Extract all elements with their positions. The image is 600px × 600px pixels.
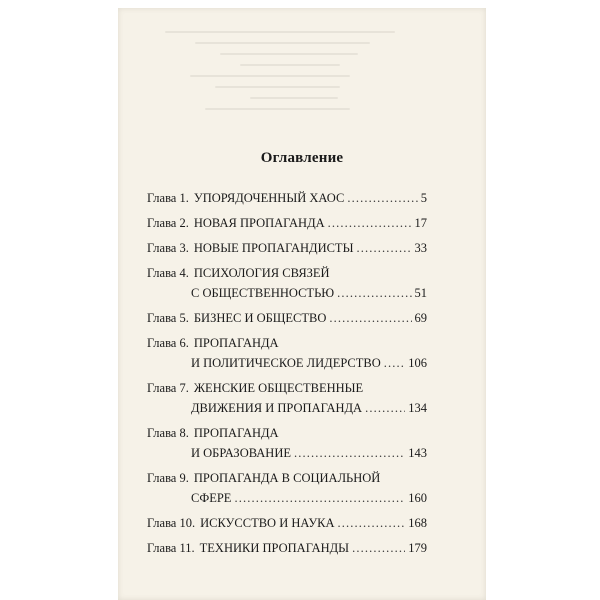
page-number: 160 [408,491,427,505]
chapter-title-continued: СФЕРЕ [191,491,232,505]
page-number: 106 [408,356,427,370]
dot-leader [234,488,405,508]
chapter-label: Глава 1. [147,191,189,205]
dot-leader [337,283,411,303]
chapter-title: ТЕХНИКИ ПРОПАГАНДЫ [199,541,350,555]
chapter-label: Глава 10. [147,516,196,530]
toc-entry-chapter-3 [147,238,427,258]
dot-leader [384,353,405,373]
page-number: 51 [414,286,427,300]
chapter-title: БИЗНЕС И ОБЩЕСТВО [193,311,327,325]
chapter-title-continued: И ПОЛИТИЧЕСКОЕ ЛИДЕРСТВО [191,356,381,370]
page-number: 5 [420,191,427,205]
chapter-title: ПСИХОЛОГИЯ СВЯЗЕЙ [193,266,330,280]
dot-leader [329,308,411,328]
chapter-label: Глава 8. [147,426,189,440]
page-number: 17 [414,216,427,230]
chapter-title: ИСКУССТВО И НАУКА [200,516,335,530]
chapter-label: Глава 7. [147,381,189,395]
chapter-title: НОВЫЕ ПРОПАГАНДИСТЫ [193,241,354,255]
dot-leader [347,188,417,208]
toc-entry-chapter-6 [147,333,427,373]
chapter-title-continued: ДВИЖЕНИЯ И ПРОПАГАНДА [191,401,363,415]
chapter-title: ПРОПАГАНДА В СОЦИАЛЬНОЙ [193,471,381,485]
toc-entry-chapter-11 [147,538,427,558]
page-number: 143 [408,446,427,460]
toc-entry-chapter-9 [147,468,427,508]
dot-leader [328,213,412,233]
dot-leader [352,538,405,558]
toc-title: Оглавление [260,150,344,166]
toc-entry-chapter-10 [147,513,427,533]
table-of-contents [147,188,427,563]
chapter-label: Глава 3. [147,241,189,255]
toc-entry-chapter-5 [147,308,427,328]
dot-leader [338,513,406,533]
toc-entry-chapter-4 [147,263,427,303]
chapter-label: Глава 5. [147,311,189,325]
chapter-title: ПРОПАГАНДА [193,336,279,350]
dot-leader [356,238,411,258]
dot-leader [365,398,405,418]
chapter-title: ЖЕНСКИЕ ОБЩЕСТВЕННЫЕ [193,381,364,395]
page-number: 69 [414,311,427,325]
toc-entry-chapter-2 [147,213,427,233]
chapter-title-continued: И ОБРАЗОВАНИЕ [191,446,291,460]
toc-entry-chapter-1 [147,188,427,208]
chapter-title: ПРОПАГАНДА [193,426,279,440]
dot-leader [294,443,405,463]
chapter-label: Глава 11. [147,541,195,555]
chapter-label: Глава 9. [147,471,189,485]
chapter-label: Глава 2. [147,216,189,230]
page-number: 179 [408,541,427,555]
page-number: 134 [408,401,427,415]
page-number: 168 [408,516,427,530]
chapter-title: НОВАЯ ПРОПАГАНДА [193,216,325,230]
chapter-label: Глава 6. [147,336,189,350]
toc-entry-chapter-7 [147,378,427,418]
chapter-title: УПОРЯДОЧЕННЫЙ ХАОС [193,191,345,205]
page-number: 33 [414,241,427,255]
chapter-title-continued: С ОБЩЕСТВЕННОСТЬЮ [191,286,335,300]
chapter-label: Глава 4. [147,266,189,280]
toc-entry-chapter-8 [147,423,427,463]
